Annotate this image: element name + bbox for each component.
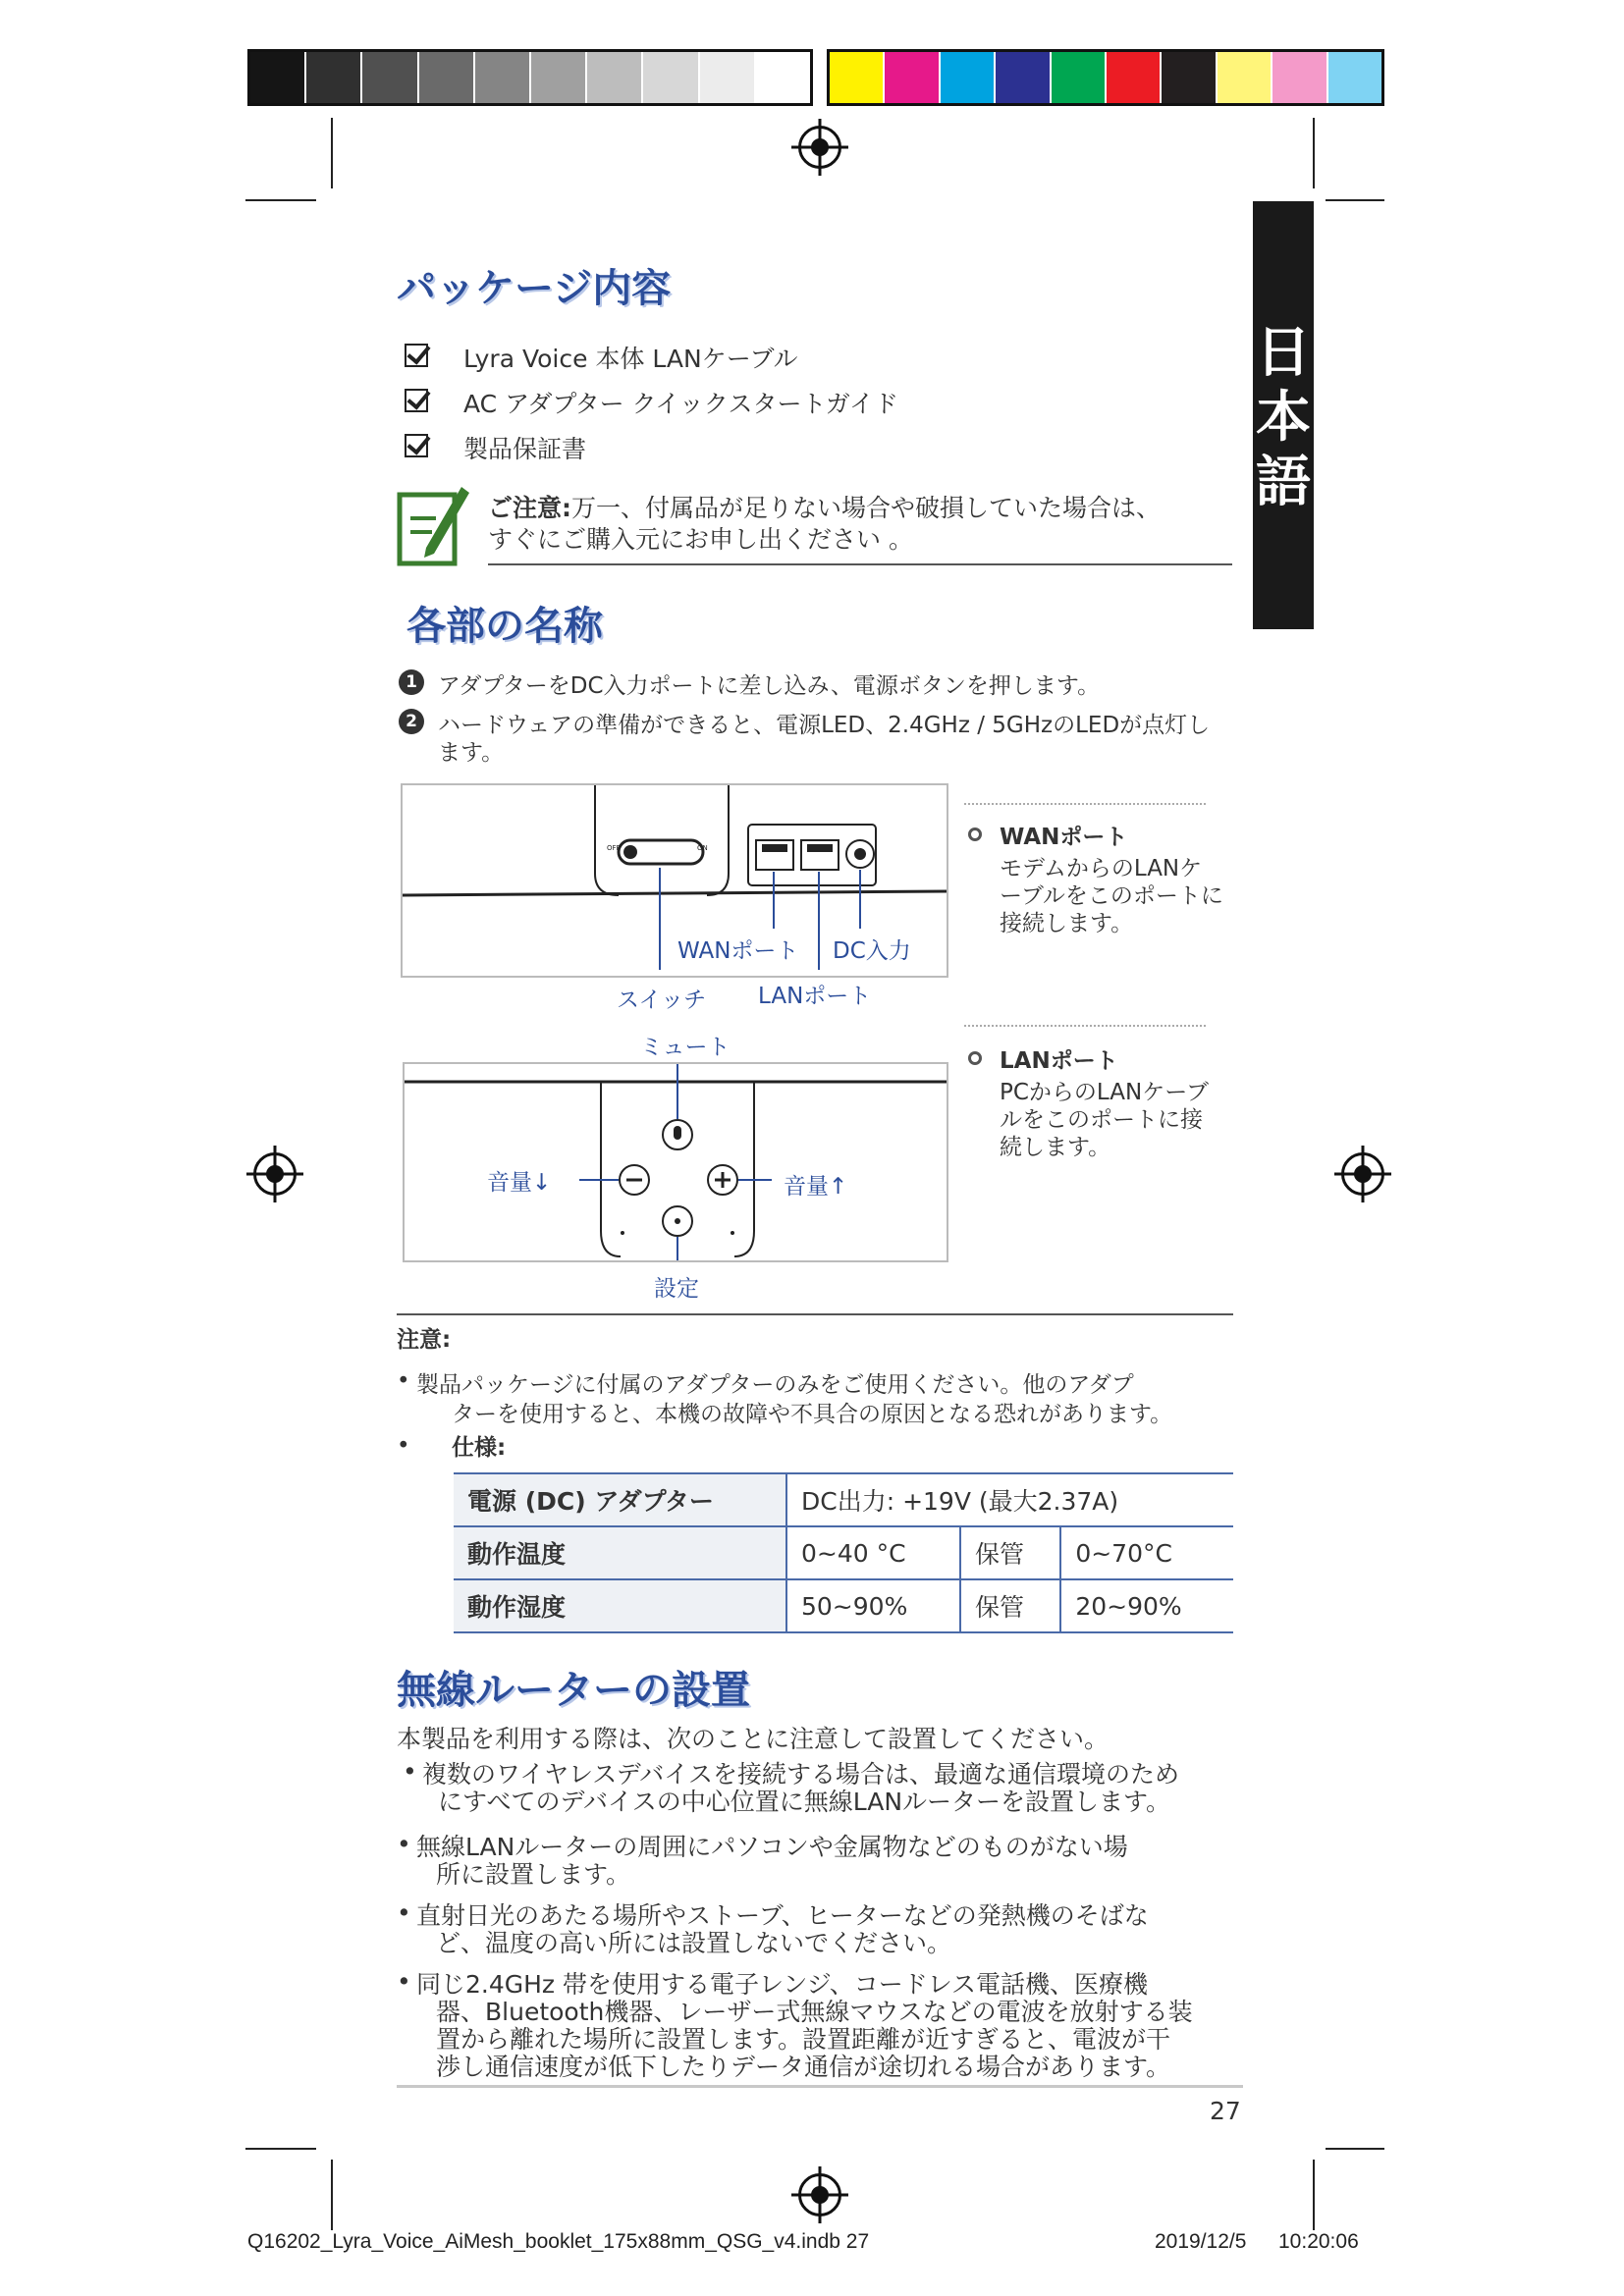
crop-mark bbox=[245, 199, 316, 201]
section-title-package-contents: パッケージ内容 bbox=[397, 266, 672, 311]
note-text-line-2: すぐにご購入元にお申し出ください 。 bbox=[488, 525, 913, 554]
package-item: 製品保証書 bbox=[463, 435, 587, 463]
footer-file-info: Q16202_Lyra_Voice_AiMesh_booklet_175x88mm_QSG_v4.indb 27 bbox=[247, 2230, 870, 2253]
spec-value-cell: 50~90% bbox=[786, 1579, 960, 1632]
bullet-dot: • bbox=[397, 1898, 411, 1927]
color-calibration-bar bbox=[827, 49, 1384, 106]
page-number: 27 bbox=[1210, 2097, 1241, 2125]
placement-bullet-line: 複数のワイヤレスデバイスを接続する場合は、最適な通信環境のため bbox=[422, 1760, 1180, 1789]
side-note-line: ルをこのポートに接 bbox=[1000, 1107, 1203, 1133]
side-note-divider bbox=[964, 803, 1206, 805]
side-note-line: PCからのLANケーブ bbox=[1000, 1080, 1210, 1105]
volume-down-callout: 音量↓ bbox=[487, 1170, 552, 1196]
bullet-dot: • bbox=[397, 1368, 410, 1394]
color-swatch bbox=[996, 52, 1051, 103]
placement-bullet-line: ど、温度の高い所には設置しないでください。 bbox=[436, 1929, 952, 1957]
crop-mark bbox=[1326, 199, 1384, 201]
registration-mark-icon bbox=[798, 2173, 841, 2216]
color-swatch bbox=[475, 52, 531, 103]
section-title-parts: 各部の名称 bbox=[406, 604, 603, 649]
section-title-placement: 無線ルーターの設置 bbox=[397, 1668, 750, 1713]
step-text: ハードウェアの準備ができると、電源LED、2.4GHz / 5GHzのLEDが点灯し bbox=[438, 713, 1211, 738]
package-item: Lyra Voice 本体 LANケーブル bbox=[463, 345, 798, 373]
caution-bullet-line: ターを使用すると、本機の故障や不具合の原因となる恐れがあります。 bbox=[452, 1402, 1173, 1427]
side-note-divider bbox=[964, 1025, 1206, 1027]
spec-label-cell: 動作湿度 bbox=[454, 1579, 786, 1632]
bullet-dot: • bbox=[397, 1967, 411, 1996]
color-swatch bbox=[1107, 52, 1162, 103]
placement-bullet-line: 直射日光のあたる場所やストーブ、ヒーターなどの発熱機のそばな bbox=[416, 1901, 1149, 1930]
color-swatch bbox=[250, 52, 306, 103]
color-swatch bbox=[643, 52, 699, 103]
color-swatch bbox=[700, 52, 756, 103]
note-label: ご注意: bbox=[488, 494, 571, 522]
step-number-badge: 1 bbox=[399, 669, 424, 695]
color-swatch bbox=[756, 52, 810, 103]
ring-bullet-icon bbox=[968, 828, 982, 841]
footer-date: 2019/12/5 bbox=[1155, 2230, 1247, 2253]
color-swatch bbox=[885, 52, 940, 103]
settings-callout: 設定 bbox=[654, 1276, 699, 1302]
top-panel-illustration bbox=[403, 1062, 948, 1262]
placement-bullet-line: 器、Bluetooth機器、レーザー式無線マウスなどの電波を放射する装 bbox=[436, 1998, 1193, 2026]
spec-label: 仕様: bbox=[452, 1435, 507, 1461]
switch-off-label: OFF bbox=[607, 844, 621, 852]
color-swatch bbox=[1052, 52, 1107, 103]
volume-up-callout: 音量↑ bbox=[784, 1174, 848, 1200]
dc-in-callout: DC入力 bbox=[833, 938, 911, 964]
bullet-dot: • bbox=[397, 1830, 411, 1858]
switch-on-label: ON bbox=[697, 844, 708, 852]
color-swatch bbox=[1162, 52, 1217, 103]
table-row bbox=[454, 1526, 1233, 1579]
step-number-badge: 2 bbox=[399, 709, 424, 734]
placement-bullet-line: 無線LANルーターの周囲にパソコンや金属物などのものがない場 bbox=[416, 1833, 1128, 1861]
note-text-line-1 bbox=[488, 489, 1161, 524]
color-swatch bbox=[1218, 52, 1272, 103]
color-swatch bbox=[1272, 52, 1327, 103]
placement-bullet-line: 同じ2.4GHz 帯を使用する電子レンジ、コードレス電話機、医療機 bbox=[416, 1970, 1149, 1999]
side-note-title: WANポート bbox=[1000, 825, 1128, 850]
table-row bbox=[454, 1579, 1233, 1632]
spec-label-cell: 動作温度 bbox=[454, 1526, 786, 1579]
spec-table bbox=[454, 1472, 1233, 1633]
registration-mark-icon bbox=[253, 1152, 297, 1196]
language-char: 本 bbox=[1256, 386, 1311, 450]
caution-divider bbox=[397, 1313, 1233, 1315]
crop-mark bbox=[331, 2160, 333, 2230]
checkbox-icon bbox=[405, 389, 428, 412]
crop-mark bbox=[1326, 2148, 1384, 2150]
placement-bullet-line: 所に設置します。 bbox=[436, 1860, 631, 1889]
checkbox-icon bbox=[405, 434, 428, 457]
placement-intro: 本製品を利用する際は、次のことに注意して設置してください。 bbox=[397, 1725, 1110, 1753]
language-tab bbox=[1253, 201, 1314, 629]
side-note-line: モデムからのLANケ bbox=[1000, 856, 1203, 881]
switch-callout: スイッチ bbox=[617, 988, 707, 1013]
color-swatch bbox=[362, 52, 418, 103]
registration-mark-icon bbox=[798, 126, 841, 169]
spec-storage-label-cell: 保管 bbox=[960, 1579, 1060, 1632]
footer-time: 10:20:06 bbox=[1278, 2230, 1359, 2253]
lan-port-callout: LANポート bbox=[758, 984, 872, 1009]
checkbox-icon bbox=[405, 344, 428, 367]
bullet-dot: • bbox=[397, 1433, 410, 1459]
package-item: AC アダプター クイックスタートガイド bbox=[463, 390, 899, 418]
placement-bullet-line: 渉し通信速度が低下したりデータ通信が途切れる場合があります。 bbox=[436, 2053, 1171, 2081]
color-swatch bbox=[306, 52, 362, 103]
spec-storage-value-cell: 20~90% bbox=[1060, 1579, 1233, 1632]
wan-port-callout: WANポート bbox=[677, 938, 799, 964]
crop-mark bbox=[1313, 118, 1315, 188]
bullet-dot: • bbox=[403, 1757, 417, 1786]
page-bottom-divider bbox=[397, 2085, 1243, 2088]
side-note-line: 続します。 bbox=[1000, 1135, 1111, 1160]
mute-callout: ミュート bbox=[640, 1035, 731, 1060]
registration-mark-icon bbox=[1341, 1152, 1384, 1196]
language-char: 語 bbox=[1256, 451, 1311, 514]
table-row bbox=[454, 1473, 1233, 1526]
side-note-title: LANポート bbox=[1000, 1048, 1118, 1074]
placement-bullet-line: 置から離れた場所に設置します。設置距離が近すぎると、電波が干 bbox=[436, 2025, 1171, 2054]
color-swatch bbox=[941, 52, 996, 103]
spec-value-cell: DC出力: +19V (最大2.37A) bbox=[786, 1473, 1233, 1526]
color-swatch bbox=[419, 52, 475, 103]
color-swatch bbox=[531, 52, 587, 103]
step-text-continued: ます。 bbox=[438, 740, 505, 766]
spec-storage-label-cell: 保管 bbox=[960, 1526, 1060, 1579]
caution-label: 注意: bbox=[397, 1327, 452, 1353]
crop-mark bbox=[1313, 2160, 1315, 2230]
crop-mark bbox=[245, 2148, 316, 2150]
side-note-line: ーブルをこのポートに bbox=[1000, 883, 1223, 909]
spec-storage-value-cell: 0~70°C bbox=[1060, 1526, 1233, 1579]
spec-value-cell: 0~40 °C bbox=[786, 1526, 960, 1579]
gray-calibration-bar bbox=[247, 49, 813, 106]
ring-bullet-icon bbox=[968, 1051, 982, 1065]
color-swatch bbox=[587, 52, 643, 103]
step-text: アダプターをDC入力ポートに差し込み、電源ボタンを押します。 bbox=[438, 673, 1101, 699]
language-char: 日 bbox=[1256, 321, 1311, 385]
color-swatch bbox=[830, 52, 885, 103]
placement-bullet-line: にすべてのデバイスの中心位置に無線LANルーターを設置します。 bbox=[438, 1788, 1171, 1816]
note-text: 万一、付属品が足りない場合や破損していた場合は、 bbox=[571, 494, 1162, 522]
color-swatch bbox=[1328, 52, 1381, 103]
note-divider bbox=[488, 563, 1232, 565]
spec-label-cell: 電源 (DC) アダプター bbox=[454, 1473, 786, 1526]
caution-bullet-line: 製品パッケージに付属のアダプターのみをご使用ください。他のアダプ bbox=[416, 1372, 1134, 1398]
note-pencil-icon bbox=[397, 479, 471, 569]
crop-mark bbox=[331, 118, 333, 188]
side-note-line: 接続します。 bbox=[1000, 911, 1134, 936]
